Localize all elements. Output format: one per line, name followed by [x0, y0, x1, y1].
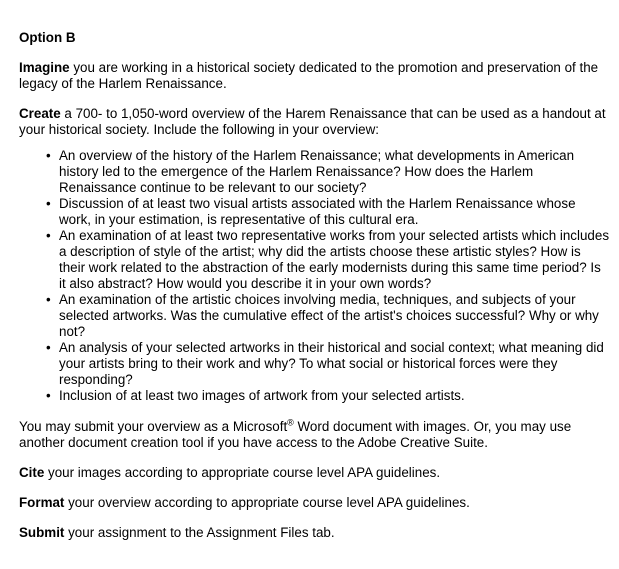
registered-mark: ® — [287, 417, 294, 428]
page-title: Option B — [19, 30, 76, 45]
submission-text-after: Word document with images. Or, you may use another document creation tool if you have access to the Adobe Creative Suite. — [19, 419, 572, 450]
intro-label: Imagine — [19, 60, 70, 75]
list-item-text: An examination of the artistic choices involving media, techniques, and subjects of your selected artworks. Was the cumulative effect of the artist's choices successful? Why or why not? — [59, 292, 599, 339]
format-paragraph — [19, 495, 609, 511]
cite-label: Cite — [19, 465, 45, 480]
submit-paragraph — [19, 525, 609, 541]
list-item — [19, 388, 609, 404]
requirements-list — [19, 148, 609, 404]
submit-label: Submit — [19, 525, 65, 540]
list-item-text: An overview of the history of the Harlem Renaissance; what developments in American history led to the emergence of the Harlem Renaissance? How does the Harlem Renaissance continue to be relevant to our society? — [59, 148, 575, 195]
list-item-text: Inclusion of at least two images of artwork from your selected artists. — [59, 388, 465, 403]
submit-text: your assignment to the Assignment Files tab. — [64, 525, 335, 540]
list-item-text: Discussion of at least two visual artists associated with the Harlem Renaissance whose work, in your estimation, is representative of this cultural era. — [59, 196, 576, 227]
bullet-marker: • — [46, 196, 51, 211]
submission-format-paragraph — [19, 419, 609, 451]
list-item — [19, 228, 609, 292]
list-item — [19, 148, 609, 196]
intro-text: you are working in a historical society dedicated to the promotion and preservation of the legacy of the Harlem Renaissance. — [19, 60, 599, 91]
list-item-text: An examination of at least two representative works from your selected artists which includes a description of style of the artist; why did the artists choose these artistic styles? How is their work related to the abstraction of the early modernists during this same time period? Is it also abstract? How would you describe it in your own words? — [59, 228, 610, 291]
create-label: Create — [19, 106, 61, 121]
format-text: your overview according to appropriate course level APA guidelines. — [64, 495, 470, 510]
format-label: Format — [19, 495, 65, 510]
bullet-marker: • — [46, 340, 51, 355]
cite-text: your images according to appropriate course level APA guidelines. — [44, 465, 441, 480]
create-text: a 700- to 1,050-word overview of the Harem Renaissance that can be used as a handout at your historical society. Include the following in your overview: — [19, 106, 606, 137]
list-item — [19, 340, 609, 388]
cite-paragraph — [19, 465, 609, 481]
bullet-marker: • — [46, 228, 51, 243]
list-item-text: An analysis of your selected artworks in their historical and social context; what meaning did your artists bring to their work and why? To what social or historical forces were they responding? — [59, 340, 604, 387]
bullet-marker: • — [46, 292, 51, 307]
intro-paragraph — [19, 60, 609, 92]
bullet-marker: • — [46, 148, 51, 163]
bullet-marker: • — [46, 388, 51, 403]
list-item — [19, 292, 609, 340]
submission-text-before: You may submit your overview as a Microsoft — [19, 419, 288, 434]
create-paragraph — [19, 106, 609, 138]
list-item — [19, 196, 609, 228]
